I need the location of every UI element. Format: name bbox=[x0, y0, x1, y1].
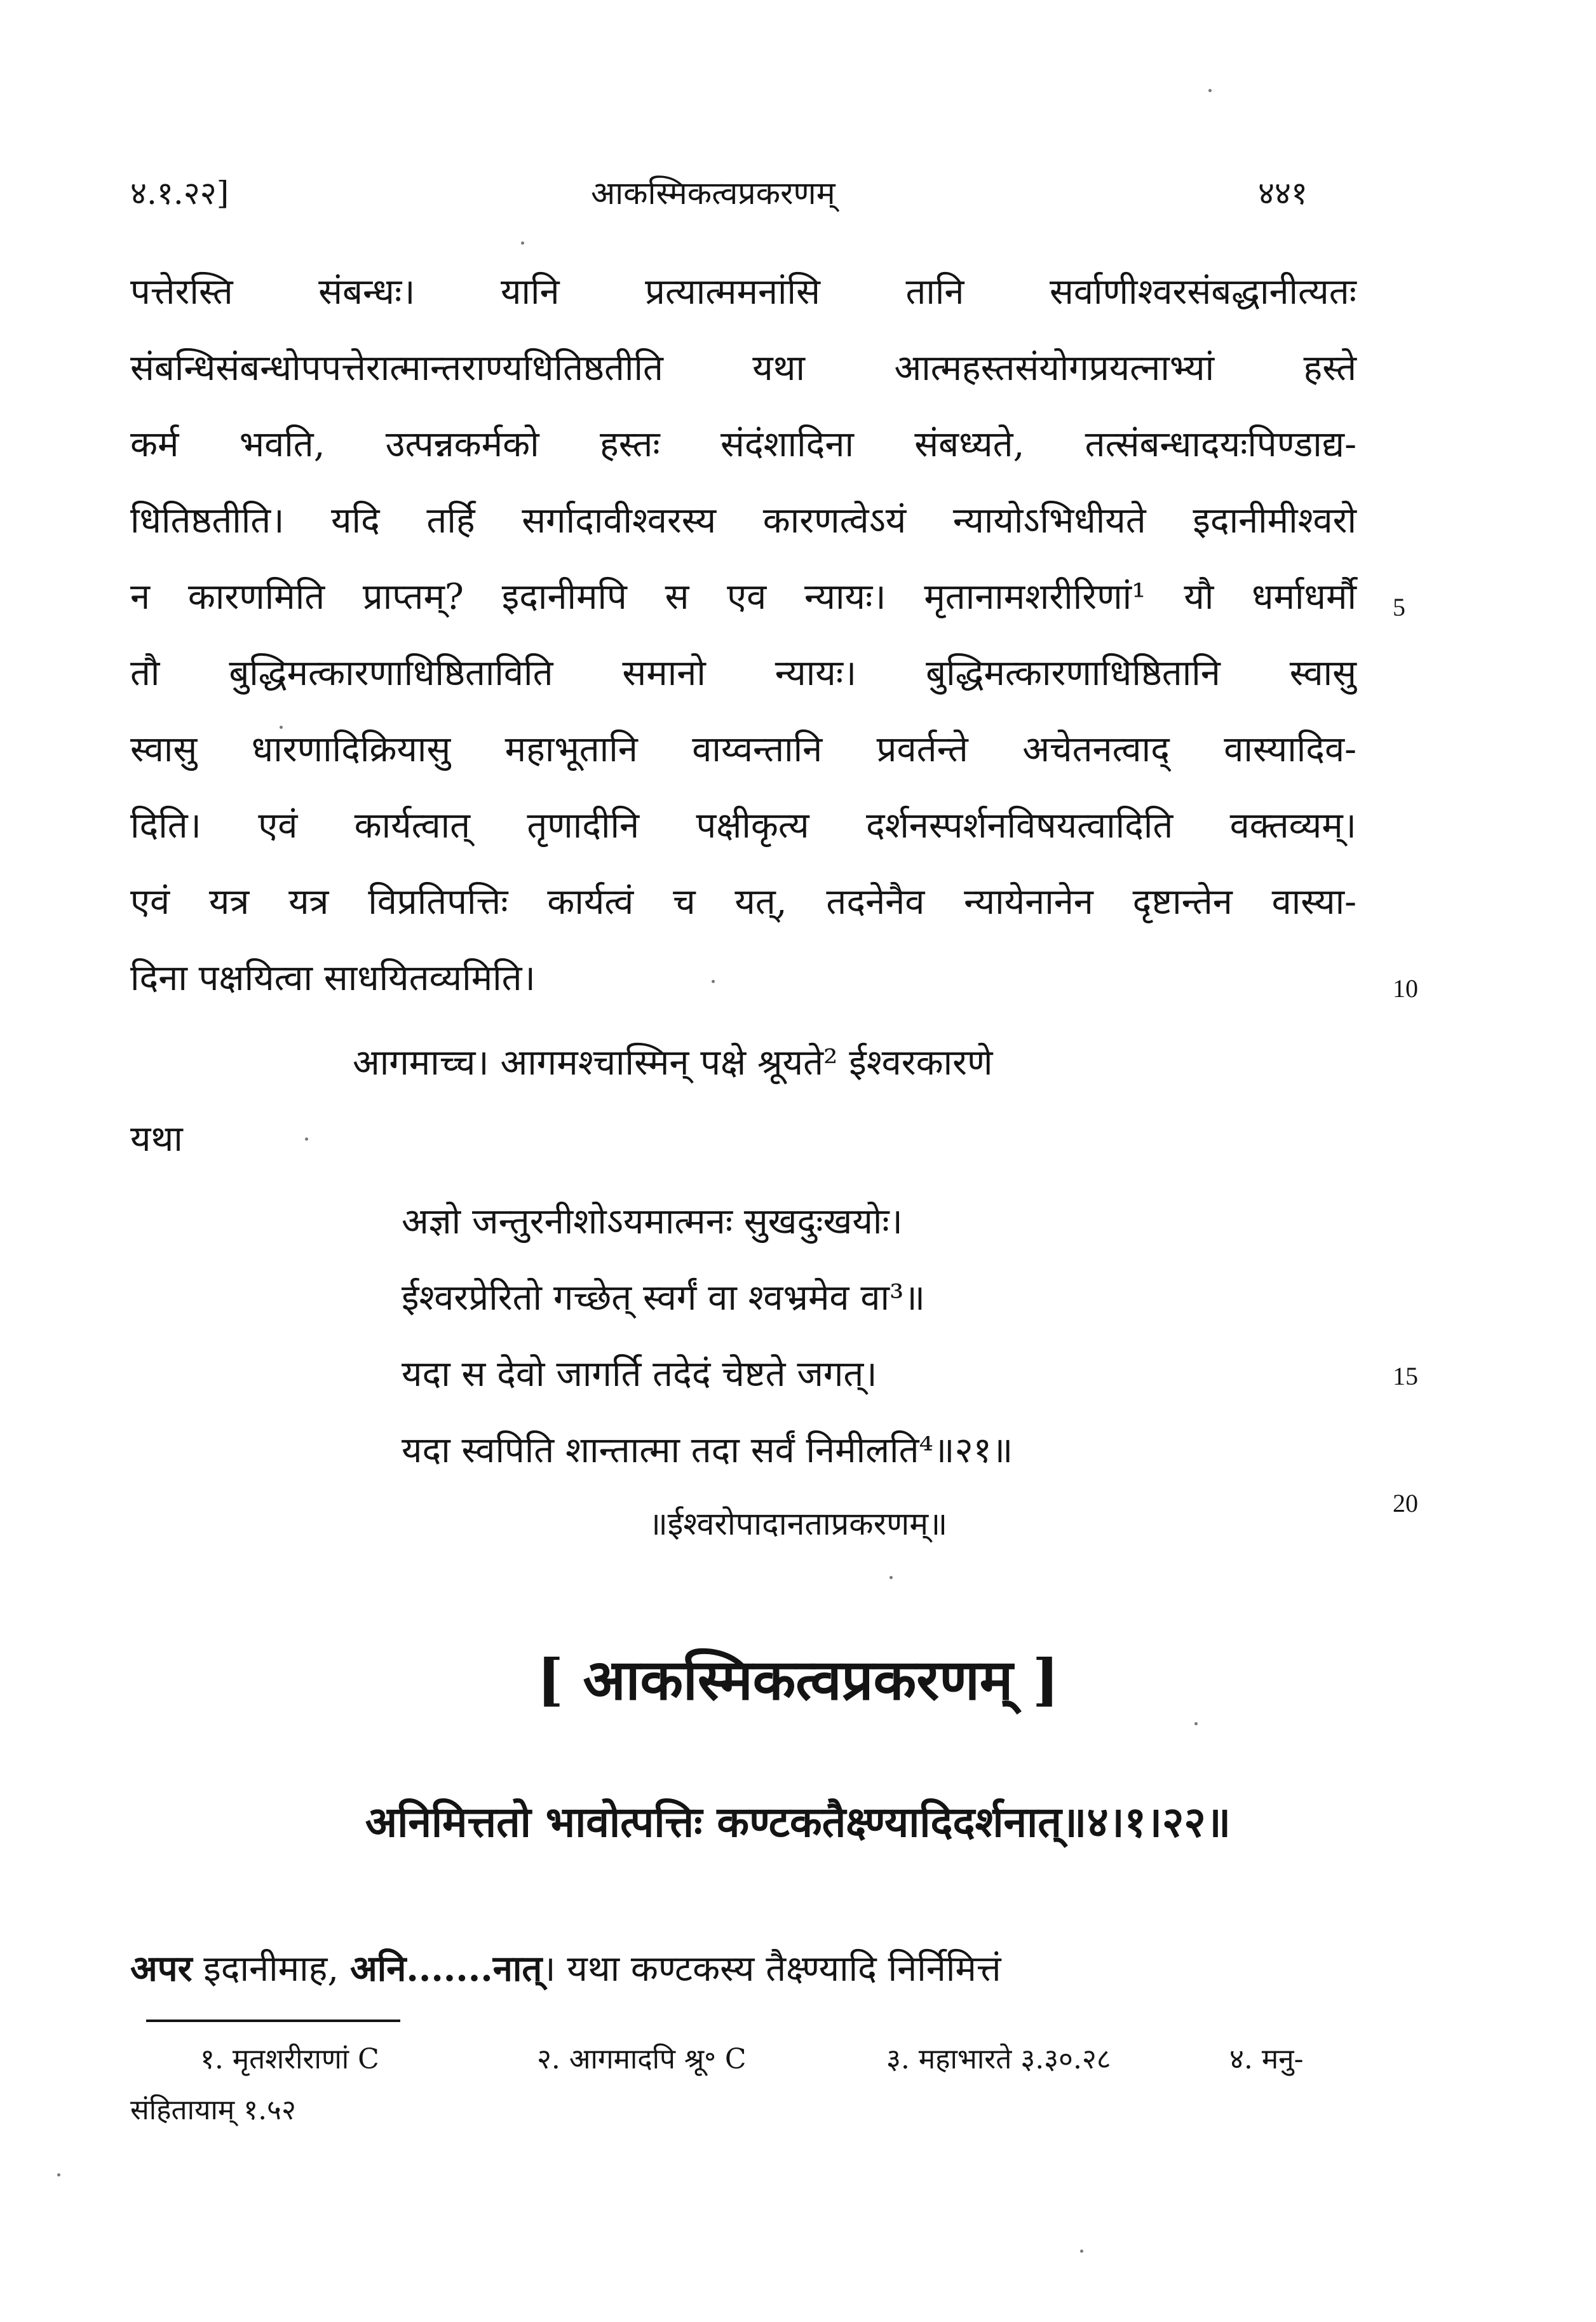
footnote-1: १. मृतशरीराणां C bbox=[200, 2043, 379, 2075]
footnote-2: २. आगमादपि श्रू॰ C bbox=[537, 2043, 747, 2075]
scan-speck bbox=[1208, 89, 1212, 92]
scan-speck bbox=[521, 241, 524, 245]
scan-speck bbox=[1194, 1722, 1198, 1725]
header-chapter-title: आकस्मिकत्वप्रकरणम् bbox=[591, 175, 835, 212]
scan-speck bbox=[305, 1137, 308, 1141]
line-number-5: 5 bbox=[1393, 593, 1405, 621]
body-line: तौ बुद्धिमत्कारणाधिष्ठिताविति समानो न्यायः। बुद्धिमत्कारणाधिष्ठितानि स्वासु bbox=[130, 653, 1356, 694]
footnote-3: ३. महाभारते ३.३०.२८ bbox=[886, 2043, 1111, 2075]
body-line: कर्म भवति, उत्पन्नकर्मको हस्तः संदंशादिना संबध्यते, तत्संबन्धादयःपिण्डाद्य- bbox=[130, 424, 1356, 465]
scan-speck bbox=[889, 1576, 893, 1579]
body-line: स्वासु धारणादिक्रियासु महाभूतानि वाय्वन्तानि प्रवर्तन्ते अचेतनत्वाद् वास्यादिव- bbox=[130, 729, 1356, 770]
line-number-20: 20 bbox=[1393, 1489, 1418, 1517]
scan-speck bbox=[280, 726, 283, 729]
commentary-lead: अपर bbox=[130, 1948, 193, 1990]
body-line: दिना पक्षयित्वा साधयितव्यमिति। bbox=[130, 958, 536, 999]
scan-speck bbox=[1080, 2250, 1083, 2253]
verse-line: ईश्वरप्रेरितो गच्छेत् स्वर्गं वा श्वभ्रमेव वा³॥ bbox=[402, 1277, 925, 1319]
commentary-line bbox=[130, 1948, 1356, 1990]
verse-line: यदा स्वपिति शान्तात्मा तदा सर्वं निमीलति⁴॥२१॥ bbox=[402, 1430, 1013, 1471]
footnote-rule bbox=[146, 2020, 400, 2022]
line-number-15: 15 bbox=[1393, 1362, 1418, 1390]
body-line: न कारणमिति प्राप्तम्? इदानीमपि स एव न्यायः। मृतानामशरीरिणां¹ यौ धर्माधर्मौ bbox=[130, 576, 1356, 618]
commentary-text: इदानीमाह, bbox=[192, 1948, 350, 1990]
commentary-pratika: अनि.......नात् bbox=[349, 1948, 543, 1990]
body-line: एवं यत्र यत्र विप्रतिपत्तिः कार्यत्वं च यत्, तदनेनैव न्यायेनानेन दृष्टान्तेन वास्या- bbox=[130, 881, 1356, 923]
commentary-text: । यथा कण्टकस्य तैक्ष्ण्यादि निर्निमित्तं bbox=[542, 1948, 1001, 1990]
header-section-ref: ४.१.२२] bbox=[130, 175, 229, 212]
verse-line: अज्ञो जन्तुरनीशोऽयमात्मनः सुखदुःखयोः। bbox=[402, 1201, 903, 1242]
verse-line: यदा स देवो जागर्ति तदेदं चेष्टते जगत्। bbox=[402, 1354, 877, 1395]
footnote-4: ४. मनु- bbox=[1229, 2043, 1304, 2075]
header-page-number: ४४१ bbox=[1258, 175, 1308, 212]
yatha-word: यथा bbox=[130, 1118, 183, 1160]
agama-line: आगमाच्च। आगमश्चास्मिन् पक्षे श्रूयते² ईश्वरकारणे bbox=[353, 1042, 993, 1083]
sutra: अनिमित्ततो भावोत्पत्तिः कण्टकतैक्ष्ण्यादिदर्शनात्॥४।१।२२॥ bbox=[365, 1797, 1231, 1847]
section-title: [ आकस्मिकत्वप्रकरणम् ] bbox=[537, 1646, 1059, 1713]
body-line: संबन्धिसंबन्धोपपत्तेरात्मान्तराण्यधितिष्ठतीति यथा आत्महस्तसंयोगप्रयत्नाभ्यां हस्ते bbox=[130, 348, 1356, 389]
body-line: धितिष्ठतीति। यदि तर्हि सर्गादावीश्वरस्य कारणत्वेऽयं न्यायोऽभिधीयते इदानीमीश्वरो bbox=[130, 500, 1356, 541]
body-line: दिति। एवं कार्यत्वात् तृणादीनि पक्षीकृत्य दर्शनस्पर्शनविषयत्वादिति वक्तव्यम्। bbox=[130, 805, 1356, 846]
section-end-marker: ॥ईश्वरोपादानताप्रकरणम्॥ bbox=[648, 1505, 948, 1542]
scan-speck bbox=[57, 2173, 60, 2176]
line-number-10: 10 bbox=[1393, 974, 1418, 1003]
body-line: पत्तेरस्ति संबन्धः। यानि प्रत्यात्ममनांसि तानि सर्वाणीश्वरसंबद्धानीत्यतः bbox=[130, 271, 1356, 313]
scan-speck bbox=[712, 980, 715, 983]
footnote-4-continued: संहितायाम् १.५२ bbox=[130, 2094, 296, 2126]
